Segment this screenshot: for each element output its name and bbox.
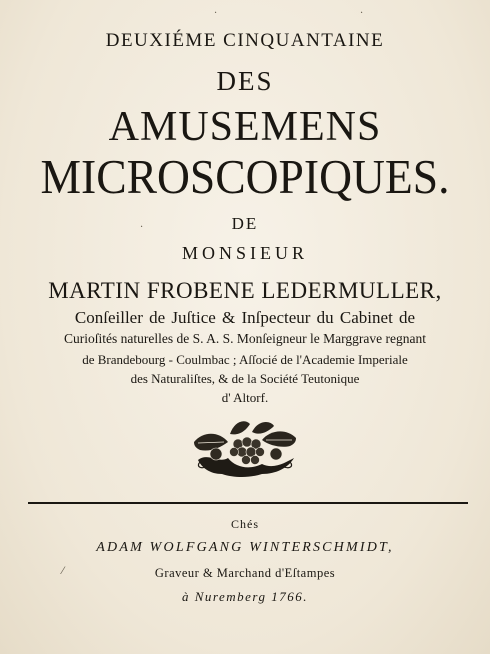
- byline-monsieur: MONSIEUR: [181, 243, 308, 263]
- imprint-ches: Chés: [231, 517, 259, 531]
- paper-speck: ⁄: [62, 566, 64, 577]
- paper-speck: ·: [140, 222, 144, 233]
- imprint-place-date: à Nuremberg 1766.: [181, 589, 308, 604]
- credentials-line: Curioſités naturelles de S. A. S. Monſeigneur le Marggrave regnant: [64, 331, 426, 346]
- paper-speck: ·: [360, 8, 364, 19]
- credentials-line: des Naturaliſtes, & de la Société Teutonique: [130, 371, 360, 386]
- imprint-engraver: Graveur & Marchand d'Eſtampes: [154, 566, 336, 580]
- fruit-vignette-ornament: [190, 412, 300, 480]
- title-des: DES: [216, 66, 274, 96]
- byline-de: DE: [231, 214, 259, 233]
- horizontal-rule: [28, 502, 468, 504]
- imprint-printer: ADAM WOLFGANG WINTERSCHMIDT,: [96, 540, 394, 555]
- paper-speck: ·: [214, 8, 218, 19]
- credentials-line: d' Altorf.: [221, 390, 269, 405]
- series-heading: DEUXIÉME CINQUANTAINE: [105, 30, 385, 51]
- credentials-line: Conſeiller de Juſtice & Inſpecteur du Cabinet de: [74, 308, 416, 327]
- title-line-1: AMUSEMENS: [108, 104, 382, 150]
- credentials-line: de Brandebourg - Coulmbac ; Aſſocié de l'Academie Imperiale: [82, 352, 408, 367]
- author-name: MARTIN FROBENE LEDERMULLER,: [48, 278, 442, 303]
- title-line-2: MICROSCOPIQUES.: [40, 149, 450, 204]
